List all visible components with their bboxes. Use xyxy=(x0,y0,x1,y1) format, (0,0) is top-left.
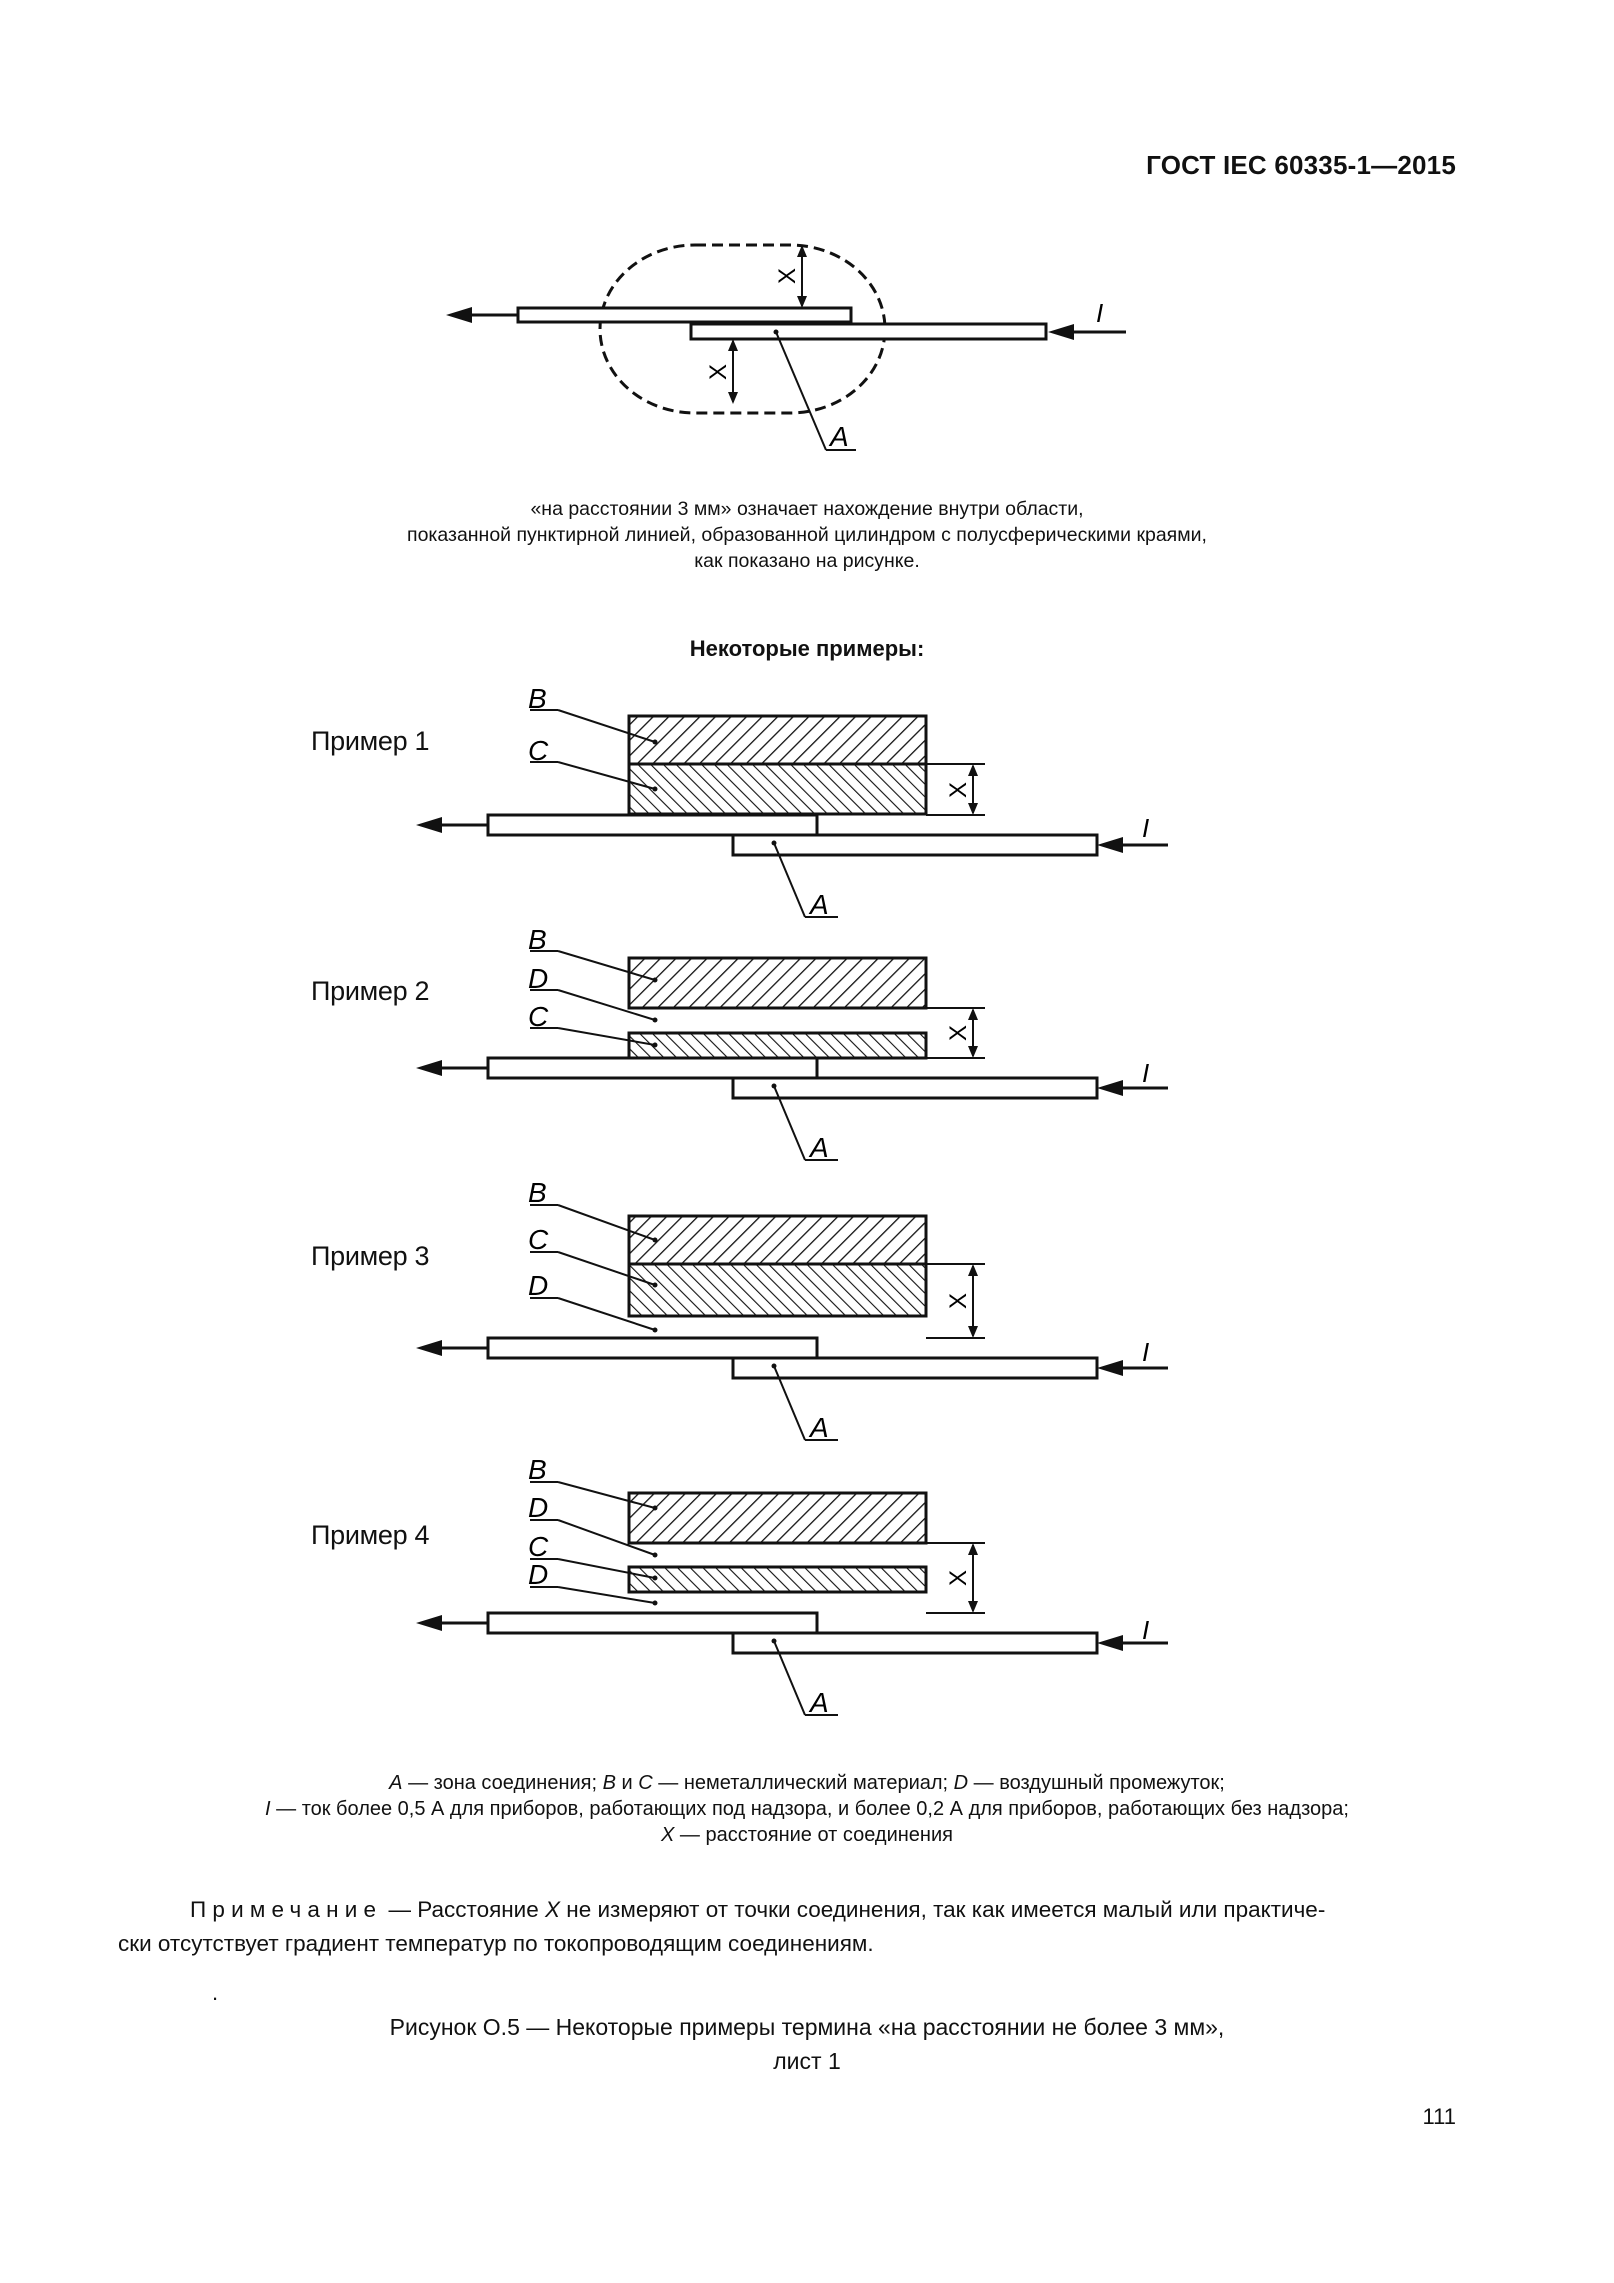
ex2-label-B: B xyxy=(528,924,547,955)
ex3-lower-conductor xyxy=(733,1358,1097,1378)
ex1-label-A: A xyxy=(810,889,829,920)
note-line-1: Примечание — Расстояние X не измеряют от точки соединения, так как имеется малый или практиче- xyxy=(190,1897,1326,1922)
figure-caption-line-2: лист 1 xyxy=(773,2048,841,2074)
example-3-label: Пример 3 xyxy=(311,1241,430,1271)
example-4-label: Пример 4 xyxy=(311,1520,430,1550)
ex1-label-I: I xyxy=(1142,813,1150,843)
ex4-label-X: X xyxy=(945,1569,972,1587)
ex4-lower-conductor xyxy=(733,1633,1097,1653)
ex3-material-C xyxy=(629,1264,926,1316)
ex2-label-C: C xyxy=(528,1001,549,1032)
ex4-material-C xyxy=(629,1567,926,1592)
page-number: 111 xyxy=(1422,2104,1456,2129)
ex4-label-D-upper: D xyxy=(528,1492,549,1523)
examples-title: Некоторые примеры: xyxy=(689,636,925,661)
ex4-upper-conductor xyxy=(488,1613,817,1633)
figure-caption-line-1: Рисунок О.5 — Некоторые примеры термина «на расстоянии не более 3 мм», xyxy=(389,2014,1225,2040)
top-caption-line-3: как показано на рисунке. xyxy=(694,550,920,572)
ex1-lower-conductor xyxy=(733,835,1097,855)
ex1-upper-conductor xyxy=(488,815,817,835)
ex2-material-B xyxy=(629,958,926,1008)
ex3-label-B: B xyxy=(528,1177,547,1208)
ex4-label-I: I xyxy=(1142,1615,1150,1645)
note-paragraph xyxy=(118,1893,1458,1961)
label-X-lower: X xyxy=(705,363,732,381)
ex4-material-B xyxy=(629,1493,926,1543)
ex3-label-X: X xyxy=(945,1292,972,1310)
ex3-label-C: C xyxy=(528,1224,549,1255)
ex2-label-X: X xyxy=(945,1024,972,1042)
ex3-material-B xyxy=(629,1216,926,1264)
example-1-diagram xyxy=(416,683,1168,920)
legend-line-3: X — расстояние от соединения xyxy=(661,1824,953,1846)
ex2-label-I: I xyxy=(1142,1058,1150,1088)
ex2-label-A: A xyxy=(810,1132,829,1163)
ex4-label-D-lower: D xyxy=(528,1559,549,1590)
ex2-label-D: D xyxy=(528,963,549,994)
figure-caption xyxy=(0,2010,1614,2078)
label-X-upper: X xyxy=(774,267,801,285)
ex3-label-I: I xyxy=(1142,1337,1150,1367)
ex2-lower-conductor xyxy=(733,1078,1097,1098)
example-1-label: Пример 1 xyxy=(311,726,430,756)
top-caption-line-1: «на расстоянии 3 мм» означает нахождение внутри области, xyxy=(530,498,1084,520)
ex1-material-C xyxy=(629,764,926,814)
ex3-label-D: D xyxy=(528,1270,549,1301)
ex1-material-B xyxy=(629,716,926,764)
ex4-label-A: A xyxy=(810,1687,829,1718)
example-2-label: Пример 2 xyxy=(311,976,430,1006)
note-line-2: ски отсутствует градиент температур по токопроводящим соединениям. xyxy=(118,1931,874,1956)
ex3-label-A: A xyxy=(810,1412,829,1443)
top-caption-line-2: показанной пунктирной линией, образованной цилиндром с полусферическими краями, xyxy=(407,524,1207,546)
ex2-material-C xyxy=(629,1033,926,1058)
document-header: ГОСТ IEC 60335-1—2015 xyxy=(1146,150,1456,180)
ex4-label-C: C xyxy=(528,1531,549,1562)
label-A-top: A xyxy=(830,421,849,452)
ex1-label-C: C xyxy=(528,735,549,766)
ex3-upper-conductor xyxy=(488,1338,817,1358)
note-label: Примечание xyxy=(190,1897,383,1922)
ex2-upper-conductor xyxy=(488,1058,817,1078)
example-3-diagram xyxy=(416,1177,1168,1443)
example-2-diagram xyxy=(416,924,1168,1163)
ex1-label-B: B xyxy=(528,683,547,714)
ex1-label-X: X xyxy=(945,781,972,799)
label-I-top: I xyxy=(1096,298,1104,328)
ex4-label-B: B xyxy=(528,1454,547,1485)
example-4-diagram xyxy=(416,1454,1168,1718)
legend-line-1: A — зона соединения; B и C — неметаллический материал; D — воздушный промежуток; xyxy=(389,1772,1225,1794)
legend-line-2: I — ток более 0,5 А для приборов, работающих под надзора, и более 0,2 А для приборов, работающих без надзора; xyxy=(265,1798,1349,1820)
figure-legend xyxy=(0,1770,1614,1848)
stray-dot: . xyxy=(212,1980,219,2005)
